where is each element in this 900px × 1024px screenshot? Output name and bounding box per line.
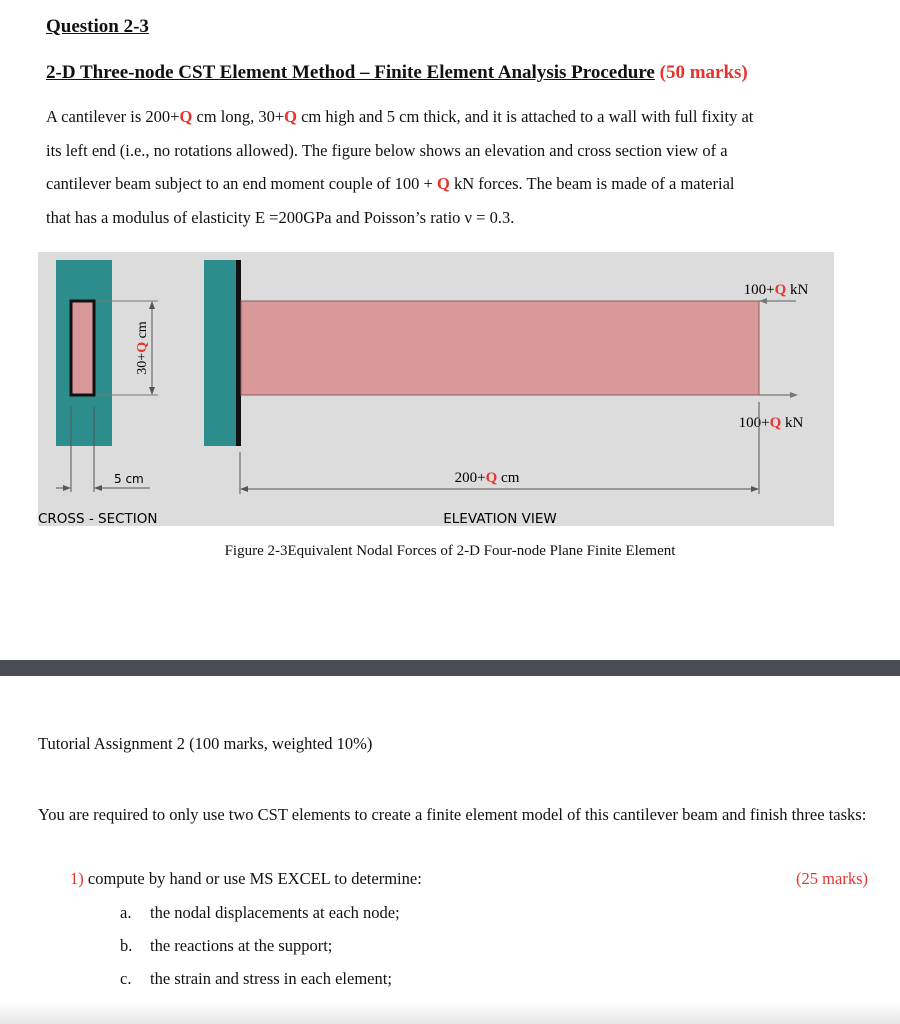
force-top-label: 100+Q kN	[743, 282, 809, 298]
support-wall	[204, 260, 238, 446]
paragraph-text: cm high and 5 cm thick, and it is attached to a wall with full fixity at	[296, 107, 754, 126]
q-variable: Q	[284, 107, 297, 126]
length-dim-label: 200+Q cm	[454, 470, 520, 486]
tutorial-title: Tutorial Assignment 2 (100 marks, weighted 10%)	[38, 734, 373, 753]
heading-marks: (50 marks)	[659, 62, 748, 83]
cantilever-figure	[38, 252, 834, 526]
tutorial-page	[0, 676, 900, 1024]
paragraph-text: its left end (i.e., no rotations allowed). The figure below shows an elevation and cross section view of a	[46, 140, 728, 160]
paragraph-line	[46, 201, 866, 235]
paragraph-line	[46, 100, 866, 134]
height-dim-label: 30+Q cm	[135, 321, 150, 375]
task-1-text: compute by hand or use MS EXCEL to determine:	[87, 869, 422, 888]
tutorial-requirement: You are required to only use two CST elements to create a finite element model of this cantilever beam and finish three tasks:	[38, 805, 867, 824]
cantilever-beam	[241, 301, 759, 395]
paragraph-text: that has a modulus of elasticity E =200GPa and Poisson’s ratio ν = 0.3.	[46, 207, 515, 227]
page-separator	[0, 660, 900, 676]
paragraph-text: cm long, 30+	[192, 107, 285, 126]
task-1	[70, 869, 870, 889]
figure-caption: Figure 2-3Equivalent Nodal Forces of 2-D Four-node Plane Finite Element	[224, 543, 676, 559]
bottom-fade	[0, 1002, 900, 1024]
list-item: a. the nodal displacements at each node;	[120, 903, 400, 922]
thickness-dim-label: 5 cm	[114, 472, 144, 486]
wall-face	[236, 260, 241, 446]
subtask-list	[120, 902, 400, 1001]
paragraph-text: cantilever beam subject to an end moment couple of 100 +	[46, 174, 437, 193]
heading-text: 2-D Three-node CST Element Method – Finite Element Analysis Procedure	[46, 62, 655, 83]
paragraph-line	[46, 134, 866, 168]
cross-section-label: CROSS - SECTION	[38, 511, 158, 526]
paragraph-text: A cantilever is 200+	[46, 107, 180, 126]
task-1-number: 1)	[70, 869, 84, 888]
paragraph-text: kN forces. The beam is made of a material	[449, 174, 735, 193]
q-variable: Q	[179, 107, 193, 126]
paragraph-line	[46, 167, 866, 201]
q-variable: Q	[436, 174, 450, 193]
force-bottom-label: 100+Q kN	[738, 415, 804, 431]
task-1-marks: (25 marks)	[796, 869, 868, 888]
cross-section-beam	[71, 301, 94, 395]
list-item: b. the reactions at the support;	[120, 936, 333, 955]
elevation-label: ELEVATION VIEW	[443, 511, 557, 526]
list-item: c. the strain and stress in each element;	[120, 969, 392, 988]
question-heading	[46, 62, 748, 84]
question-title: Question 2-3	[46, 16, 149, 37]
question-paragraph	[46, 100, 866, 234]
